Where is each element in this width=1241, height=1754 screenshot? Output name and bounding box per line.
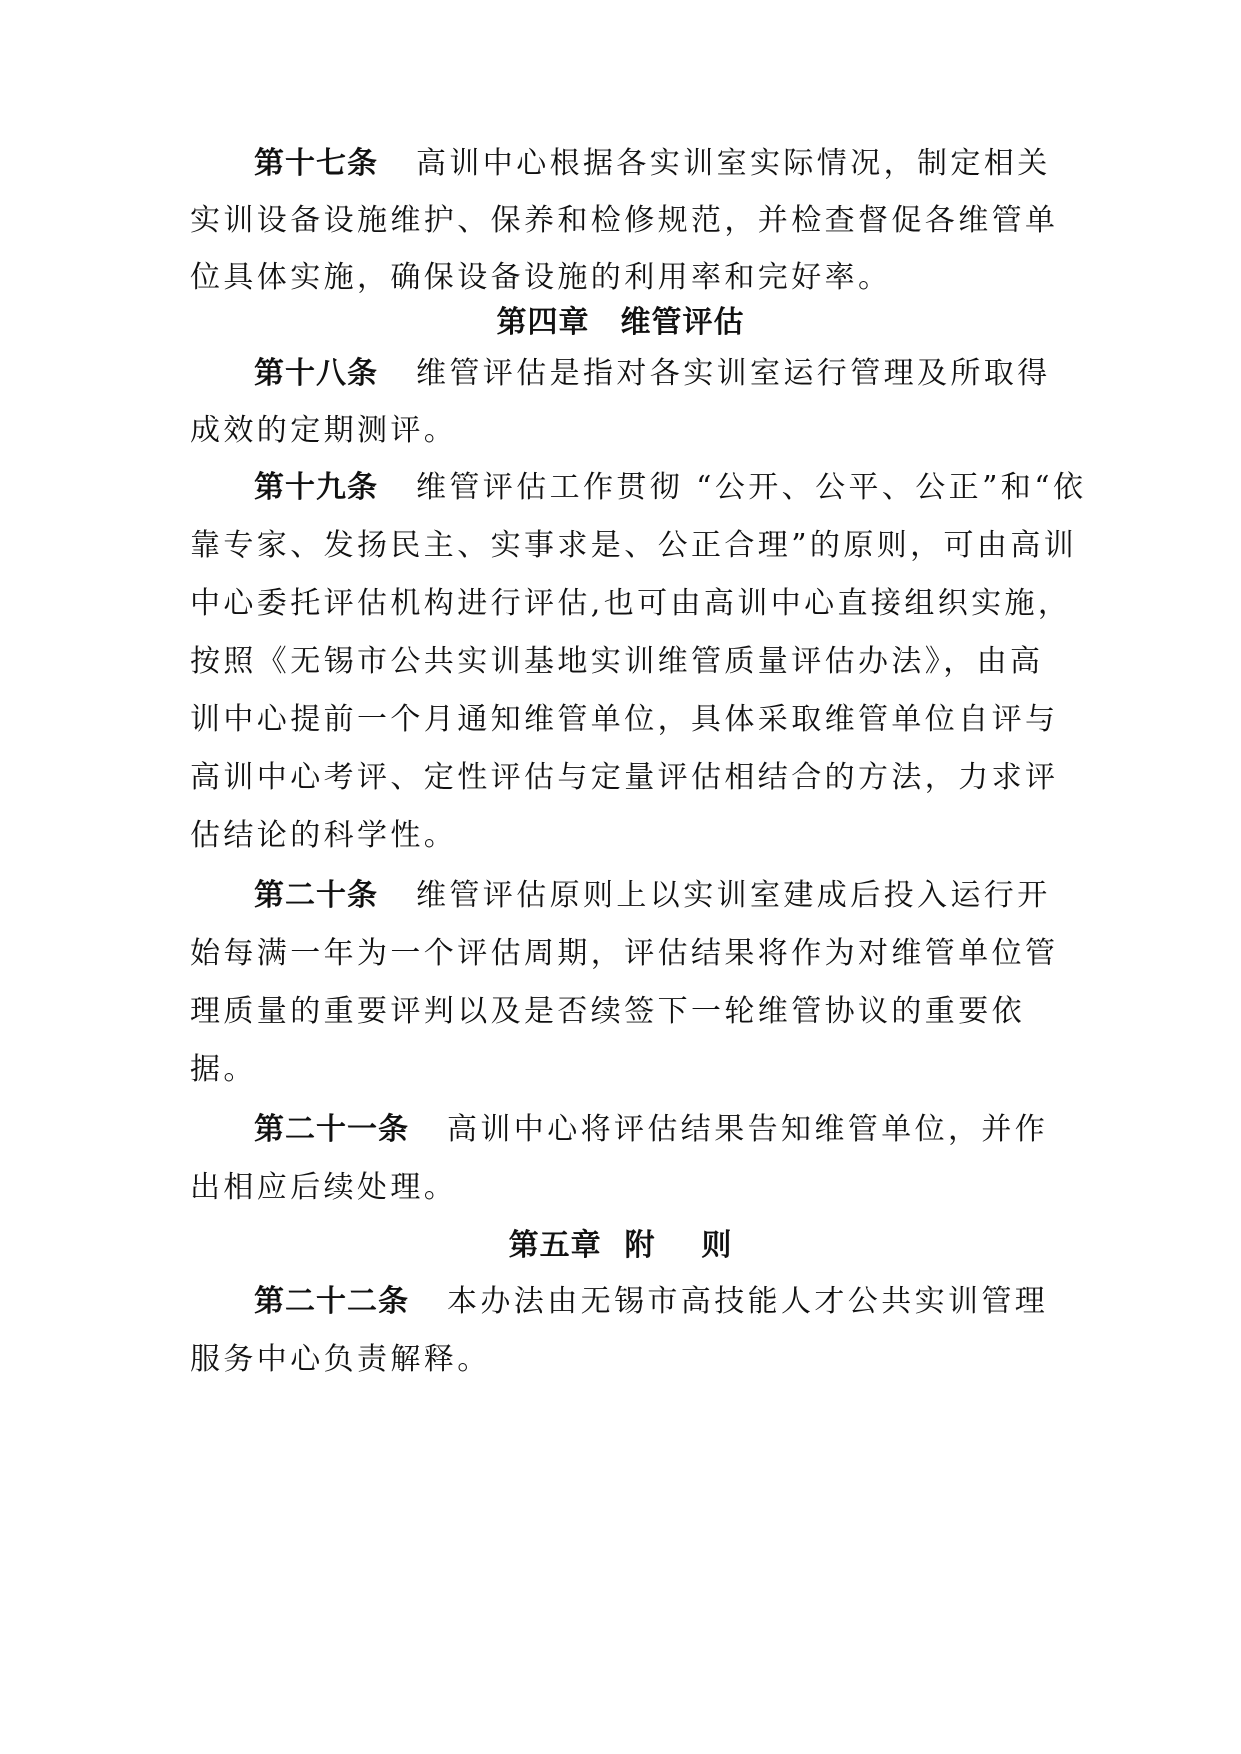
- chapter-4-heading: 第四章 维管评估: [496, 305, 745, 340]
- article-22-line-2: 服务中心负责解释。: [190, 1342, 491, 1377]
- article-19-line-2: 靠专家、发扬民主、实事求是、公正合理”的原则，可由高训: [190, 528, 1078, 563]
- article-22-first-line: [254, 1282, 1050, 1322]
- article-18-text: 维管评估是指对各实训室运行管理及所取得: [416, 356, 1051, 391]
- article-20-label: 第二十条: [254, 878, 378, 913]
- article-20-first-line: [254, 876, 1050, 916]
- article-17-line-2: 实训设备设施维护、保养和检修规范，并检查督促各维管单: [190, 203, 1059, 238]
- article-18-line-2: 成效的定期测评。: [190, 413, 458, 448]
- article-17-label: 第十七条: [254, 146, 378, 181]
- article-20-text: 维管评估原则上以实训室建成后投入运行开: [416, 878, 1051, 913]
- chapter-5-heading: 第五章 附 则: [508, 1228, 733, 1263]
- article-19-line-6: 高训中心考评、定性评估与定量评估相结合的方法，力求评: [190, 760, 1059, 795]
- article-18-first-line: [254, 354, 1050, 394]
- article-19-first-line: [254, 468, 1087, 508]
- article-21-first-line: [254, 1110, 1050, 1150]
- article-19-label: 第十九条: [254, 470, 378, 505]
- article-20-line-4: 据。: [190, 1052, 257, 1087]
- article-22-text: 本办法由无锡市高技能人才公共实训管理: [447, 1284, 1049, 1319]
- article-17-first-line: [254, 144, 1050, 184]
- article-20-line-2: 始每满一年为一个评估周期，评估结果将作为对维管单位管: [190, 936, 1059, 971]
- article-19-text: 维管评估工作贯彻 “公开、公平、公正”和“依: [416, 470, 1087, 505]
- article-22-label: 第二十二条: [254, 1284, 409, 1319]
- article-21-label: 第二十一条: [254, 1112, 409, 1147]
- article-17-line-3: 位具体实施，确保设备设施的利用率和完好率。: [190, 260, 892, 295]
- article-17-text: 高训中心根据各实训室实际情况，制定相关: [416, 146, 1051, 181]
- article-21-text: 高训中心将评估结果告知维管单位，并作: [447, 1112, 1049, 1147]
- article-19-line-3: 中心委托评估机构进行评估,也可由高训中心直接组织实施，: [190, 586, 1072, 621]
- article-20-line-3: 理质量的重要评判以及是否续签下一轮维管协议的重要依: [190, 994, 1025, 1029]
- article-21-line-2: 出相应后续处理。: [190, 1170, 458, 1205]
- article-19-line-4: 按照《无锡市公共实训基地实训维管质量评估办法》，由高: [190, 644, 1044, 679]
- article-19-line-5: 训中心提前一个月通知维管单位，具体采取维管单位自评与: [190, 702, 1059, 737]
- article-18-label: 第十八条: [254, 356, 378, 391]
- article-19-line-7: 估结论的科学性。: [190, 818, 458, 853]
